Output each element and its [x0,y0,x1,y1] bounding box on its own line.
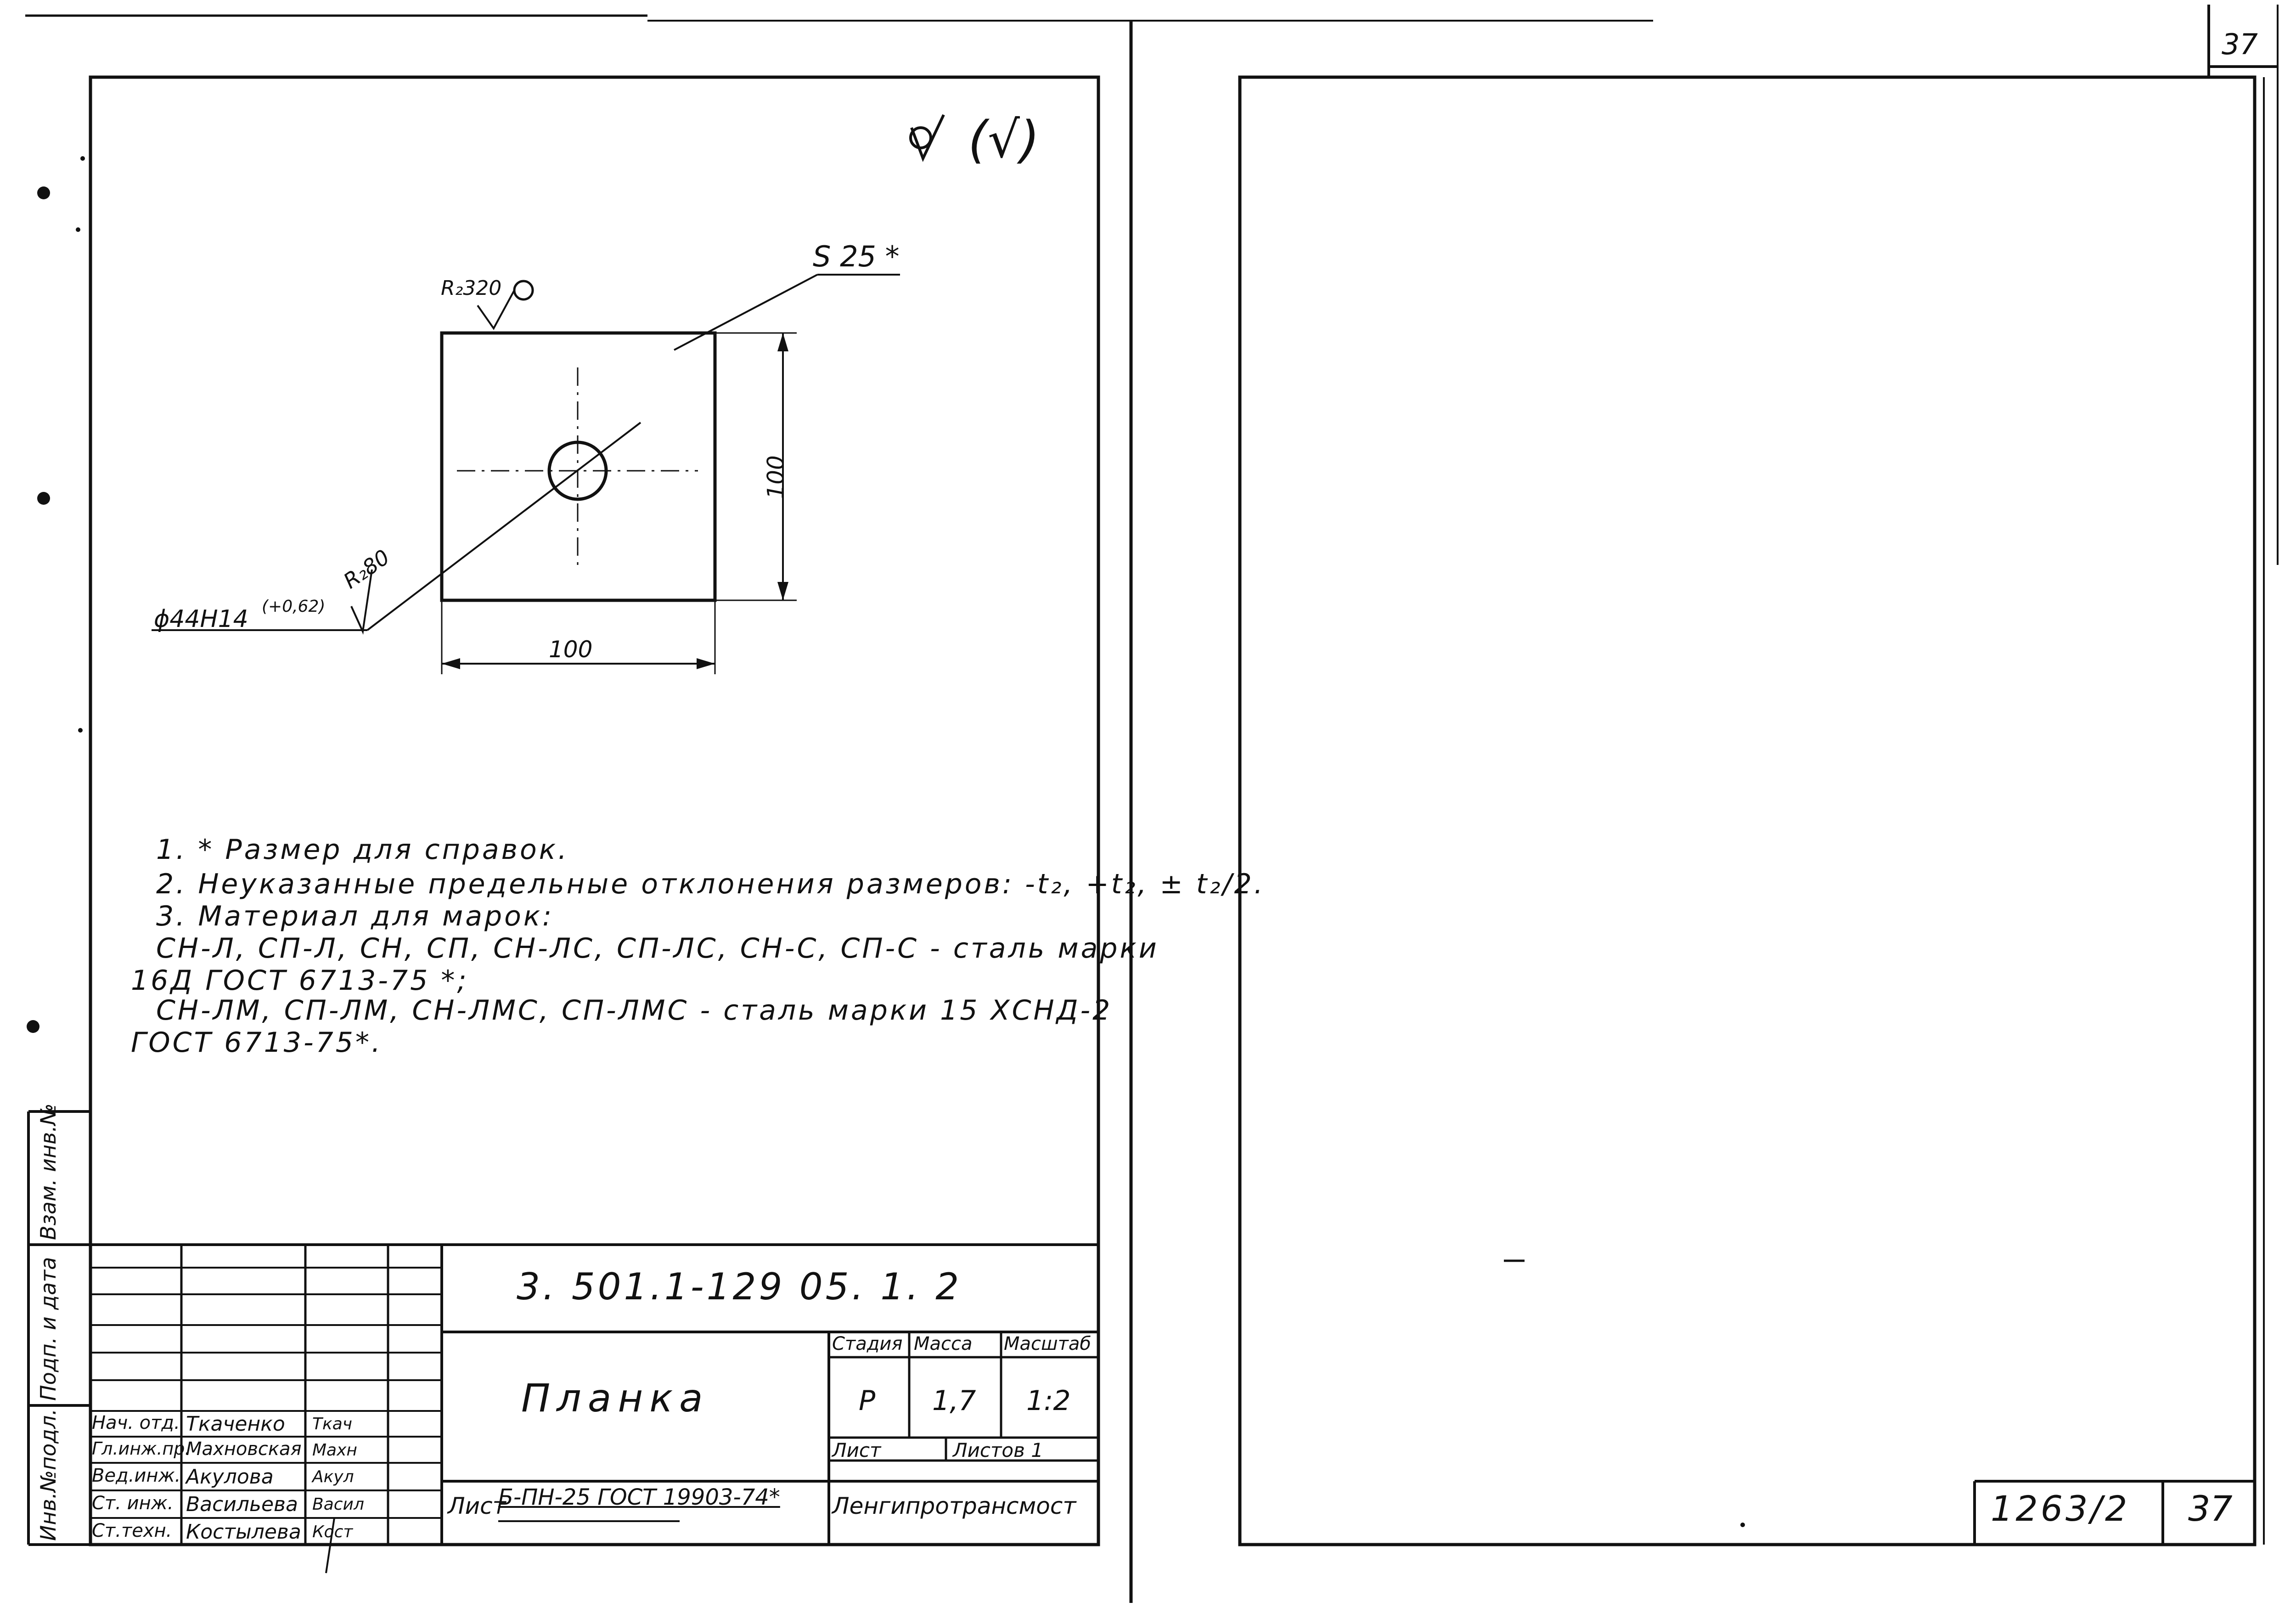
roughness-top-label: R₂320 [441,276,502,300]
thickness-label: S 25 * [813,240,900,273]
sheet-label: Лист [832,1439,881,1461]
dim-height-label: 100 [762,455,789,499]
staff-role-5: Ст.техн. [92,1520,172,1541]
side-label-sign-date: Подп. и дата [36,1257,61,1401]
staff-role-1: Нач. отд. [92,1412,180,1433]
staff-sign-4: Васил [312,1495,364,1514]
note-3-line-4: ГОСТ 6713-75*. [131,1027,383,1059]
staff-sign-3: Акул [312,1467,354,1486]
staff-sign-5: Кост [312,1523,353,1541]
staff-role-4: Ст. инж. [92,1493,174,1514]
note-3: 3. Материал для марок: [156,900,554,932]
sheets-label: Листов 1 [953,1439,1043,1461]
staff-name-3: Акулова [186,1465,274,1489]
staff-name-1: Ткаченко [186,1412,285,1436]
header-scale: Масштаб [1004,1333,1092,1354]
note-1: 1. * Размер для справок. [156,834,569,866]
hole-diameter-label: ϕ44H14 [154,605,248,633]
material-prefix: Лист [448,1493,506,1519]
value-stage: Р [859,1385,876,1417]
header-stage: Стадия [832,1333,903,1354]
hole-tolerance-label: (+0,62) [262,597,326,616]
side-label-inv-orig: Инв.№подл. [36,1408,61,1541]
staff-name-4: Васильева [186,1493,298,1516]
note-3-line-2: 16Д ГОСТ 6713-75 *; [131,965,469,997]
note-2: 2. Неуказанные предельные отклонения размеров: -t₂, +t₂, ± t₂/2. [156,868,1265,900]
dim-width-label: 100 [549,636,593,663]
header-mass: Масса [914,1333,973,1354]
part-name: Планка [521,1376,709,1421]
hole-roughness-label: R₂80 [339,544,394,594]
staff-sign-2: Махн [312,1441,357,1460]
surface-paren-check: (√) [968,110,1040,169]
staff-name-5: Костылева [186,1520,301,1544]
right-sheet-number: 37 [2188,1488,2233,1529]
value-mass: 1,7 [932,1385,976,1417]
staff-role-3: Вед.инж. [92,1465,181,1486]
note-3-line-1: СН-Л, СП-Л, СН, СП, СН-ЛС, СП-ЛС, СН-С, СП-С - сталь марки [156,932,1159,965]
side-label-replace-inv: Взам. инв.№ [36,1103,61,1240]
value-scale: 1:2 [1026,1385,1071,1417]
organization: Ленгипротрансмост [832,1493,1076,1519]
right-doc-code: 1263/2 [1991,1488,2130,1529]
designation: 3. 501.1-129 05. 1. 2 [517,1265,962,1308]
note-3-line-3: СН-ЛМ, СП-ЛМ, СН-ЛМС, СП-ЛМС - сталь марки 15 ХСНД-2 [156,994,1113,1027]
staff-role-2: Гл.инж.пр. [92,1438,191,1459]
staff-sign-1: Ткач [312,1415,353,1433]
page-number-top: 37 [2222,28,2258,61]
staff-name-2: Махновская [186,1438,302,1460]
material: Б-ПН-25 ГОСТ 19903-74* [498,1484,780,1510]
